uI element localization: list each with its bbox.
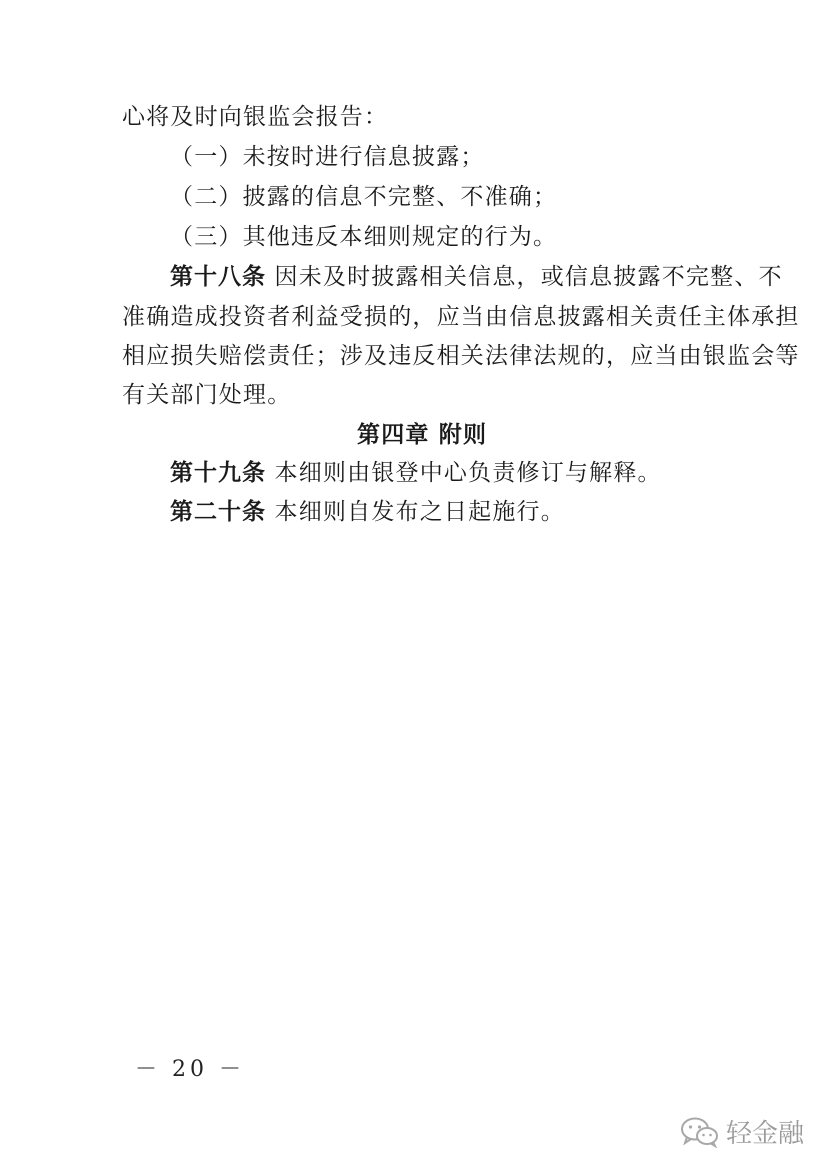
list-item: （二）披露的信息不完整、不准确； <box>170 184 558 210</box>
article-label: 第十八条 <box>170 264 266 290</box>
article-18-line-1 <box>170 260 783 294</box>
article-text: 本细则自发布之日起施行。 <box>274 499 565 525</box>
watermark <box>680 1113 804 1150</box>
article-text: 本细则由银登中心负责修订与解释。 <box>274 460 662 486</box>
article-text: 因未及时披露相关信息，或信息披露不完整、不 <box>274 264 783 290</box>
article-label: 第十九条 <box>170 460 266 486</box>
article-19 <box>170 456 662 490</box>
text-line: 心将及时向银监会报告： <box>122 104 389 130</box>
article-label: 第二十条 <box>170 499 266 525</box>
list-item: （三）其他违反本细则规定的行为。 <box>170 224 558 250</box>
article-18-line-2: 准确造成投资者利益受损的，应当由信息披露相关责任主体承担 <box>122 304 800 330</box>
wechat-icon <box>680 1116 720 1148</box>
watermark-text: 轻金融 <box>725 1119 804 1149</box>
article-20 <box>170 495 565 529</box>
list-item: （一）未按时进行信息披露； <box>170 144 485 170</box>
article-18-line-4: 有关部门处理。 <box>122 382 292 408</box>
article-18-line-3: 相应损失赔偿责任；涉及违反相关法律法规的，应当由银监会等 <box>122 343 800 369</box>
chapter-title: 第四章 附则 <box>357 422 488 448</box>
page-number: － 20 － <box>135 1057 245 1082</box>
